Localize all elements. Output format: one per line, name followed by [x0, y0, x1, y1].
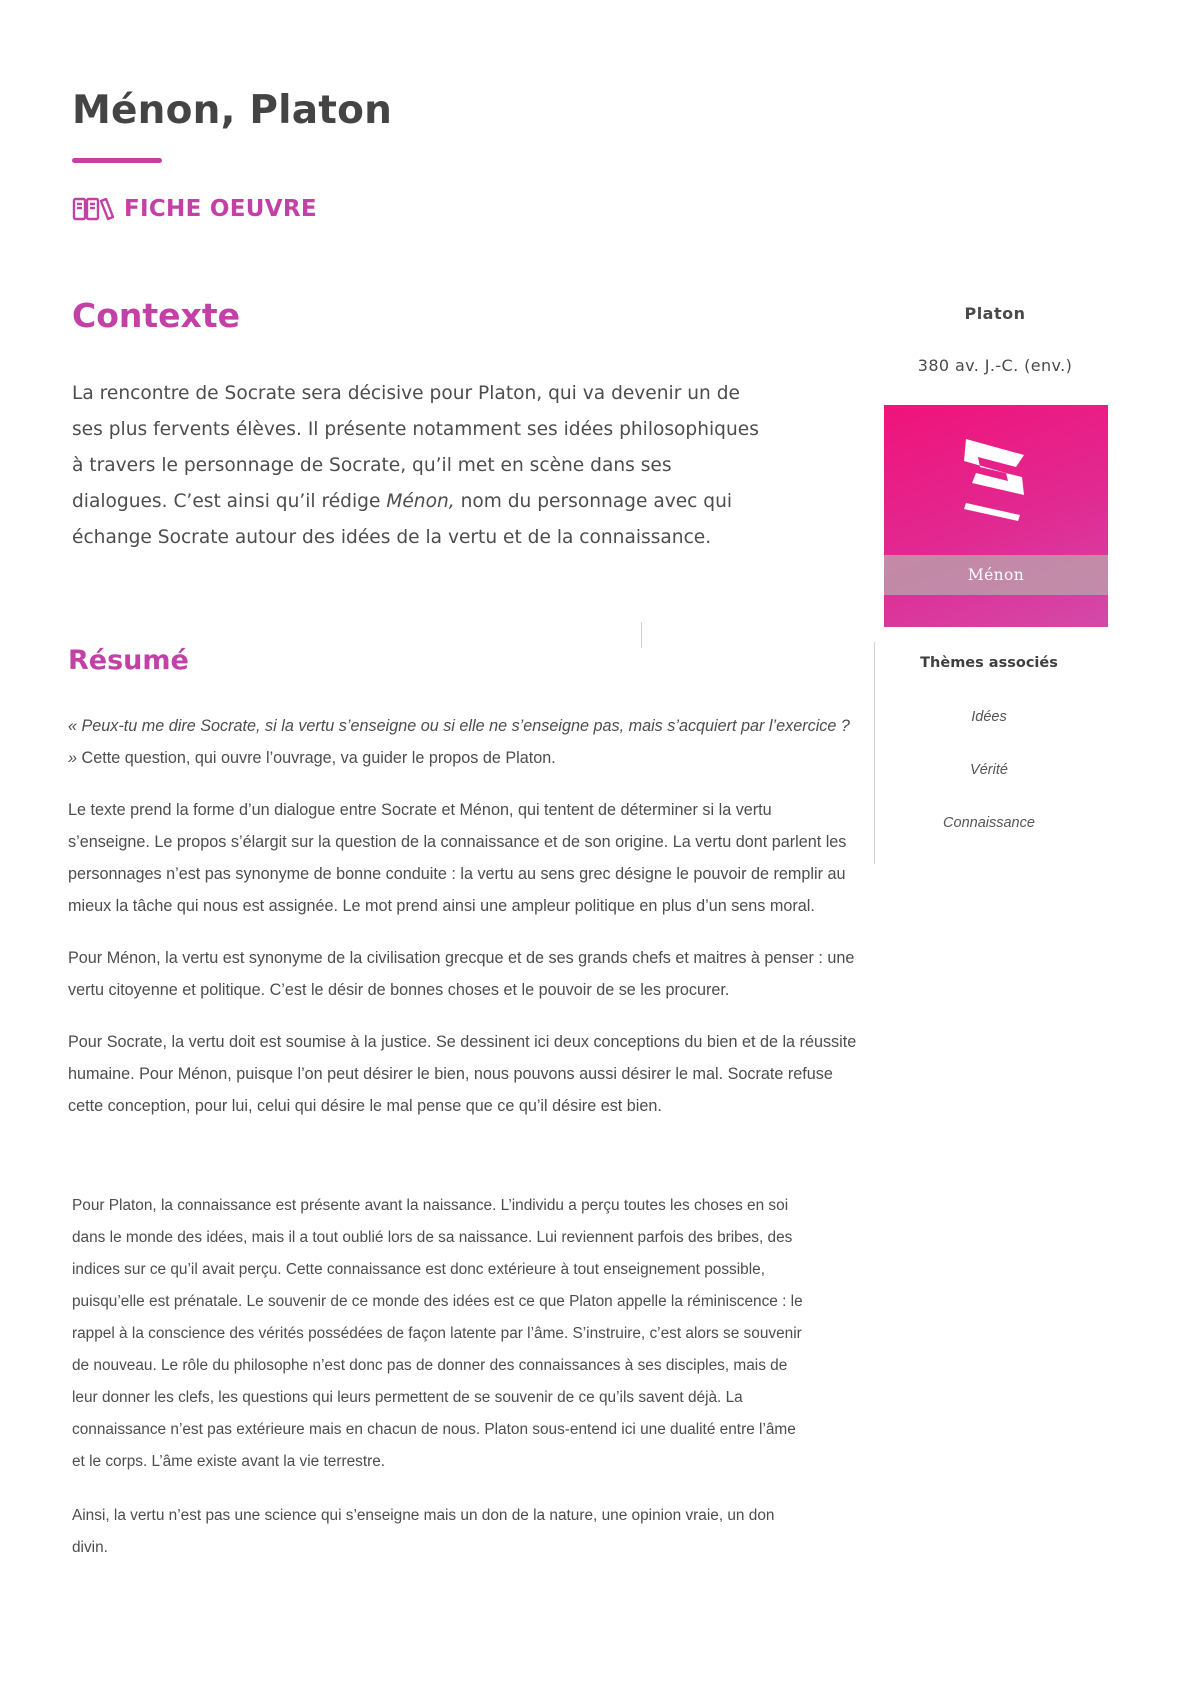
contexte-text-before: La rencontre de Socrate sera décisive pour Platon, qui va devenir un de ses plus fervents élèves. Il présente notamment ses idées philosophiques à travers le personnage de Socrate, qu’il met en scène dans ses dialogues. C’est ainsi qu’il rédige — [72, 383, 759, 512]
books-icon — [72, 196, 116, 222]
fiche-oeuvre-text: FICHE OEUVRE — [124, 196, 317, 222]
resume-paragraph-1 — [68, 710, 858, 774]
resume-paragraph-4: Pour Socrate, la vertu doit est soumise à la justice. Se dessinent ici deux conceptions du bien et de la réussite humaine. Pour Ménon, puisque l’on peut désirer le bien, nous pouvons aussi désirer le mal. Socrate refuse cette conception, pour lui, celui qui désire le mal pense que ce qu’il désire est bien. — [68, 1033, 857, 1115]
theme-link-connaissance[interactable]: Connaissance — [943, 815, 1035, 831]
theme-link-verite[interactable]: Vérité — [970, 762, 1008, 778]
themes-heading: Thèmes associés — [920, 655, 1058, 671]
resume-continuation — [72, 1190, 812, 1586]
resume-section — [68, 710, 858, 1168]
book-cover[interactable] — [884, 405, 1108, 627]
publication-date: 380 av. J.-C. (env.) — [917, 356, 1073, 375]
page-title: Ménon, Platon — [72, 88, 393, 133]
contexte-work-title: Ménon, — [386, 491, 455, 512]
cover-title: Ménon — [884, 555, 1108, 595]
resume-paragraph-5: Pour Platon, la connaissance est présente avant la naissance. L’individu a perçu toutes les choses en soi dans le monde des idées, mais il a tout oublié lors de sa naissance. Lui reviennent parfois des bribes, des indices sur ce qu’il avait perçu. Cette connaissance est donc extérieure à tout enseignement possible, puisqu’elle est prénatale. Le souvenir de ce monde des idées est ce que Platon appelle la réminiscence : le rappel à la conscience des vérités possédées de façon latente par l’âme. S’instruire, c’est alors se souvenir de nouveau. Le rôle du philosophe n’est donc pas de donner des connaissances à ses disciples, mais de leur donner les clefs, les questions qui leurs permettent de se souvenir de ce qu’ils savent déjà. La connaissance n’est pas extérieure mais en chacun de nous. Platon sous-entend ici une dualité entre l’âme et le corps. L’âme existe avant la vie terrestre. — [72, 1197, 803, 1470]
contexte-text-after: nom du personnage avec qui échange Socrate autour des idées de la vertu et de la connaissance. — [72, 491, 733, 548]
author-name[interactable]: Platon — [964, 304, 1026, 323]
fiche-oeuvre-label — [72, 194, 317, 224]
resume-quote: « Peux-tu me dire Socrate, si la vertu s’enseigne ou si elle ne s’enseigne pas, mais s’acquiert par l’exercice ? » — [68, 717, 850, 767]
resume-paragraph-3: Pour Ménon, la vertu est synonyme de la civilisation grecque et de ses grands chefs et maitres à penser : une vertu citoyenne et politique. C’est le désir de bonnes choses et le pouvoir de se les procurer. — [68, 949, 855, 999]
themes-list — [880, 706, 1098, 865]
sidebar-divider — [874, 642, 875, 864]
contexte-heading: Contexte — [72, 296, 240, 335]
resume-paragraph-1-rest: Cette question, qui ouvre l’ouvrage, va guider le propos de Platon. — [77, 749, 556, 767]
resume-heading: Résumé — [68, 645, 189, 676]
title-underline — [72, 158, 162, 163]
s-logo-icon — [958, 433, 1034, 528]
column-divider — [641, 622, 642, 648]
contexte-paragraph — [72, 376, 762, 556]
resume-paragraph-2: Le texte prend la forme d’un dialogue entre Socrate et Ménon, qui tentent de déterminer si la vertu s’enseigne. Le propos s’élargit sur la question de la connaissance et de son origine. La vertu dont parlent les personnages n’est pas synonyme de bonne conduite : la vertu au sens grec désigne le pouvoir de remplir au mieux la tâche qui nous est assignée. Le mot prend ainsi une ampleur politique en plus d’un sens moral. — [68, 801, 847, 915]
resume-paragraph-6: Ainsi, la vertu n’est pas une science qui s’enseigne mais un don de la nature, une opinion vraie, un don divin. — [72, 1507, 775, 1556]
theme-link-idees[interactable]: Idées — [971, 709, 1007, 725]
